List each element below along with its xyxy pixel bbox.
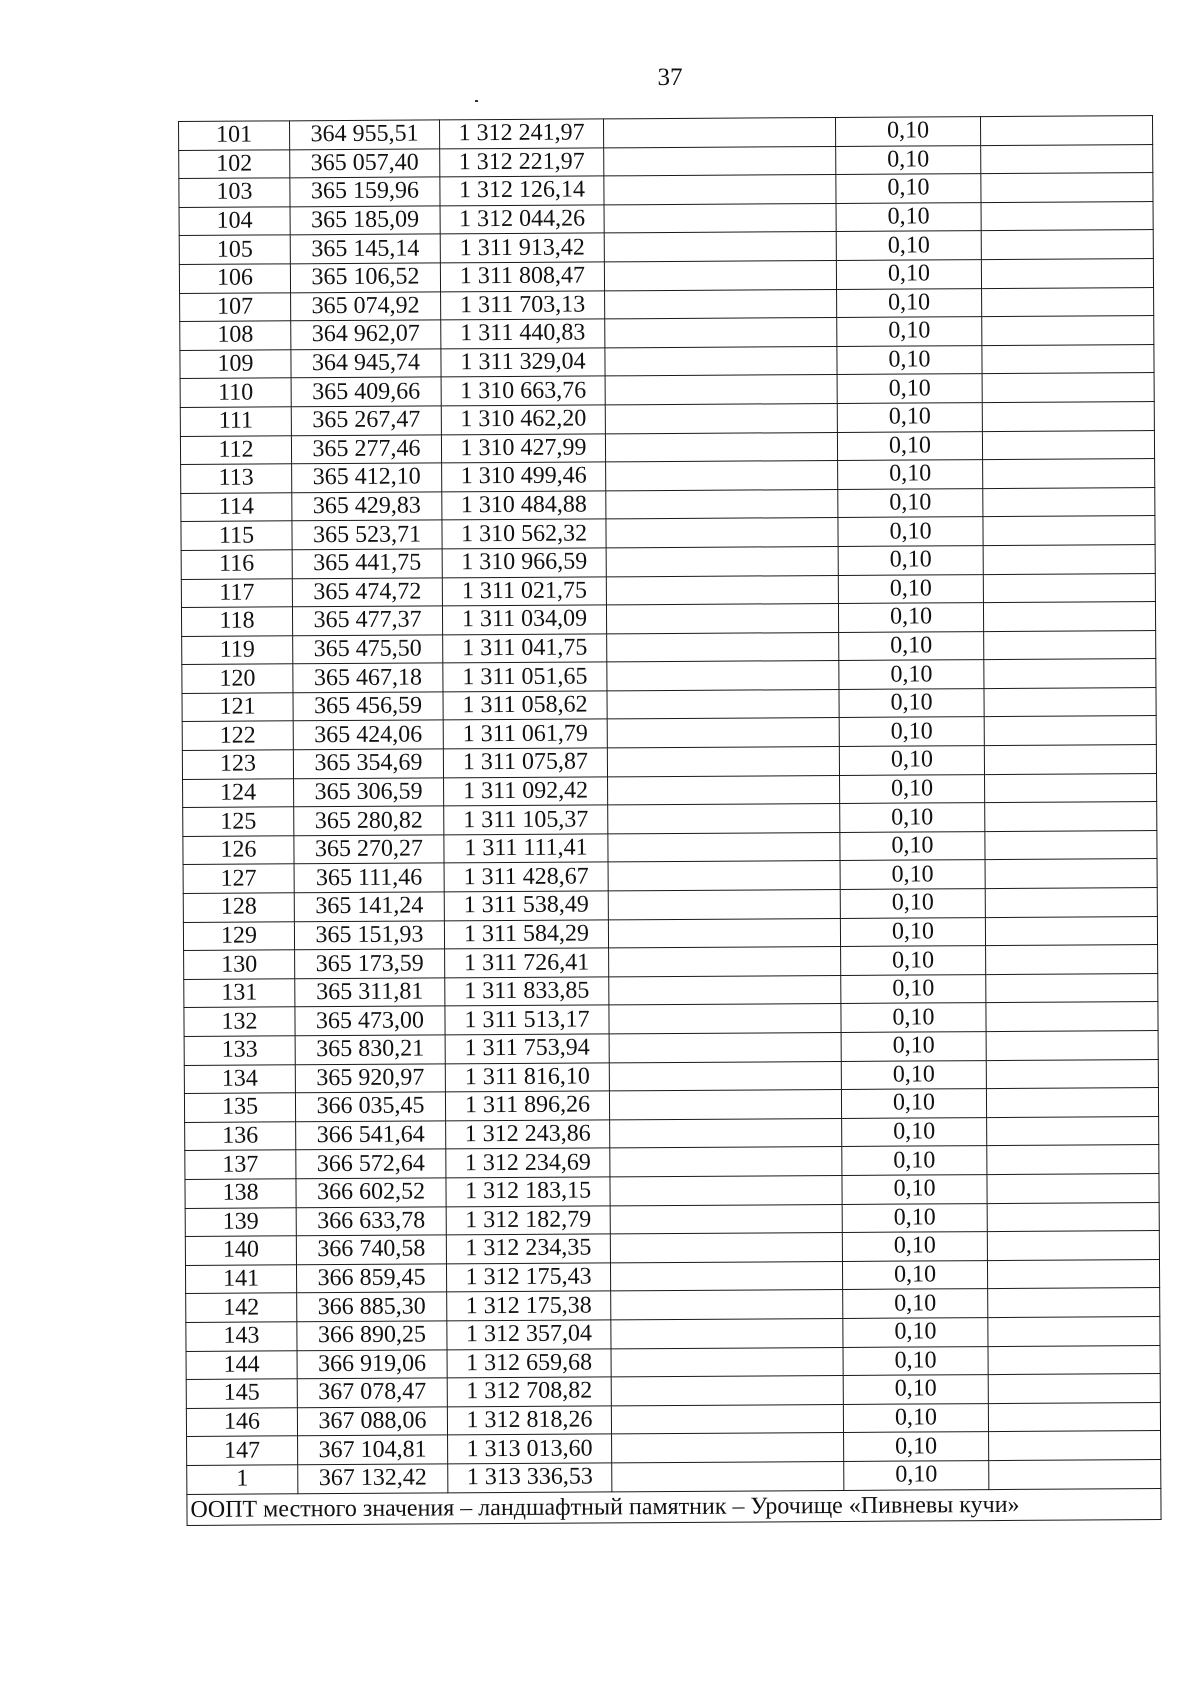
point-number-cell: 118 [181,607,292,636]
y-coordinate-cell: 1 311 428,67 [444,862,608,892]
point-number-cell: 120 [182,664,293,693]
empty-cell [609,1061,841,1091]
point-number-cell: 116 [181,550,292,579]
y-coordinate-cell: 1 312 044,26 [440,205,604,235]
y-coordinate-cell: 1 311 058,62 [443,691,607,721]
point-number-cell: 127 [183,864,294,893]
accuracy-cell: 0,10 [842,1117,987,1146]
empty-cell [605,346,837,376]
point-number-cell: 136 [185,1122,296,1151]
y-coordinate-cell: 1 311 833,85 [445,977,609,1007]
empty-cell [984,687,1156,717]
point-number-cell: 109 [180,350,291,379]
empty-cell [986,1002,1158,1032]
point-number-cell: 122 [182,721,293,750]
y-coordinate-cell: 1 311 538,49 [444,891,608,921]
empty-cell [608,804,840,834]
x-coordinate-cell: 365 185,09 [290,206,440,236]
point-number-cell: 142 [186,1293,297,1322]
empty-cell [604,260,836,290]
empty-cell [605,289,837,319]
accuracy-cell: 0,10 [838,460,983,489]
empty-cell [982,430,1154,460]
accuracy-cell: 0,10 [835,117,980,146]
point-number-cell: 108 [180,321,291,350]
point-number-cell: 129 [183,921,294,950]
accuracy-cell: 0,10 [838,603,983,632]
accuracy-cell: 0,10 [842,1203,987,1232]
y-coordinate-cell: 1 312 241,97 [439,119,603,149]
accuracy-cell: 0,10 [842,1175,987,1204]
empty-cell [981,259,1153,289]
point-number-cell: 128 [183,893,294,922]
x-coordinate-cell: 367 104,81 [298,1435,448,1465]
empty-cell [609,975,841,1005]
point-number-cell: 117 [181,578,292,607]
empty-cell [605,375,837,405]
point-number-cell: 143 [186,1322,297,1351]
y-coordinate-cell: 1 310 484,88 [442,491,606,521]
accuracy-cell: 0,10 [836,231,981,260]
x-coordinate-cell: 365 467,18 [293,663,443,693]
x-coordinate-cell: 365 173,59 [295,949,445,979]
empty-cell [984,659,1156,689]
x-coordinate-cell: 365 151,93 [294,921,444,951]
empty-cell [609,947,841,977]
empty-cell [986,973,1158,1003]
x-coordinate-cell: 366 890,25 [297,1321,447,1351]
empty-cell [610,1147,842,1177]
empty-cell [981,230,1153,260]
point-number-cell: 119 [182,635,293,664]
y-coordinate-cell: 1 311 041,75 [443,634,607,664]
point-number-cell: 103 [179,178,290,207]
y-coordinate-cell: 1 311 726,41 [445,948,609,978]
accuracy-cell: 0,10 [844,1460,989,1489]
empty-cell [611,1318,843,1348]
x-coordinate-cell: 366 633,78 [296,1206,446,1236]
empty-cell [610,1118,842,1148]
y-coordinate-cell: 1 312 659,68 [447,1348,611,1378]
empty-cell [985,916,1157,946]
point-number-cell: 137 [185,1150,296,1179]
accuracy-cell: 0,10 [836,174,981,203]
y-coordinate-cell: 1 311 021,75 [442,576,606,606]
y-coordinate-cell: 1 311 051,65 [443,662,607,692]
x-coordinate-cell: 365 074,92 [291,291,441,321]
y-coordinate-cell: 1 310 427,99 [441,433,605,463]
point-number-cell: 145 [186,1379,297,1408]
y-coordinate-cell: 1 311 584,29 [444,920,608,950]
accuracy-cell: 0,10 [837,403,982,432]
point-number-cell: 115 [181,521,292,550]
accuracy-cell: 0,10 [841,974,986,1003]
x-coordinate-cell: 365 412,10 [292,463,442,493]
empty-cell [604,175,836,205]
x-coordinate-cell: 365 159,96 [290,177,440,207]
empty-cell [610,1204,842,1234]
accuracy-cell: 0,10 [843,1346,988,1375]
point-number-cell: 138 [185,1179,296,1208]
x-coordinate-cell: 365 920,97 [295,1063,445,1093]
y-coordinate-cell: 1 311 753,94 [445,1034,609,1064]
point-number-cell: 134 [184,1064,295,1093]
x-coordinate-cell: 367 078,47 [297,1378,447,1408]
empty-cell [608,890,840,920]
point-number-cell: 135 [184,1093,295,1122]
y-coordinate-cell: 1 312 234,35 [446,1234,610,1264]
accuracy-cell: 0,10 [838,488,983,517]
accuracy-cell: 0,10 [840,803,985,832]
accuracy-cell: 0,10 [842,1260,987,1289]
point-number-cell: 1 [187,1465,298,1494]
empty-cell [606,575,838,605]
accuracy-cell: 0,10 [838,517,983,546]
empty-cell [988,1345,1160,1375]
empty-cell [608,861,840,891]
empty-cell [608,775,840,805]
empty-cell [981,144,1153,174]
x-coordinate-cell: 365 306,59 [294,778,444,808]
x-coordinate-cell: 367 132,42 [298,1464,448,1494]
point-number-cell: 113 [181,464,292,493]
x-coordinate-cell: 366 541,64 [296,1121,446,1151]
empty-cell [604,203,836,233]
empty-cell [982,373,1154,403]
x-coordinate-cell: 365 311,81 [295,978,445,1008]
empty-cell [612,1433,844,1463]
y-coordinate-cell: 1 311 816,10 [445,1062,609,1092]
empty-cell [986,1031,1158,1061]
y-coordinate-cell: 1 312 357,04 [447,1320,611,1350]
empty-cell [984,745,1156,775]
y-coordinate-cell: 1 312 221,97 [440,147,604,177]
point-number-cell: 126 [183,836,294,865]
y-coordinate-cell: 1 312 818,26 [447,1406,611,1436]
point-number-cell: 144 [186,1350,297,1379]
x-coordinate-cell: 365 267,47 [291,406,441,436]
empty-cell [611,1290,843,1320]
point-number-cell: 147 [187,1436,298,1465]
accuracy-cell: 0,10 [839,688,984,717]
empty-cell [611,1347,843,1377]
point-number-cell: 101 [179,121,290,150]
empty-cell [606,489,838,519]
y-coordinate-cell: 1 311 111,41 [444,834,608,864]
point-number-cell: 102 [179,149,290,178]
accuracy-cell: 0,10 [839,746,984,775]
point-number-cell: 121 [182,693,293,722]
empty-cell [987,1116,1159,1146]
y-coordinate-cell: 1 312 126,14 [440,176,604,206]
empty-cell [985,830,1157,860]
accuracy-cell: 0,10 [841,1089,986,1118]
x-coordinate-cell: 365 354,69 [293,749,443,779]
empty-cell [607,718,839,748]
x-coordinate-cell: 365 456,59 [293,692,443,722]
coordinates-table-body [179,116,1162,1525]
accuracy-cell: 0,10 [843,1403,988,1432]
y-coordinate-cell: 1 310 499,46 [442,462,606,492]
empty-cell [605,318,837,348]
accuracy-cell: 0,10 [837,431,982,460]
empty-cell [985,859,1157,889]
empty-cell [986,1059,1158,1089]
empty-cell [606,518,838,548]
empty-cell [984,630,1156,660]
empty-cell [983,544,1155,574]
empty-cell [986,1088,1158,1118]
empty-cell [987,1173,1159,1203]
x-coordinate-cell: 365 441,75 [292,549,442,579]
empty-cell [982,344,1154,374]
point-number-cell: 111 [180,407,291,436]
x-coordinate-cell: 365 277,46 [291,434,441,464]
empty-cell [603,117,835,147]
empty-cell [983,602,1155,632]
accuracy-cell: 0,10 [841,1060,986,1089]
x-coordinate-cell: 365 270,27 [294,835,444,865]
x-coordinate-cell: 365 475,50 [293,635,443,665]
empty-cell [609,1004,841,1034]
empty-cell [986,945,1158,975]
accuracy-cell: 0,10 [841,946,986,975]
x-coordinate-cell: 365 106,52 [290,263,440,293]
coordinates-table [178,115,1162,1525]
point-number-cell: 123 [182,750,293,779]
accuracy-cell: 0,10 [842,1232,987,1261]
x-coordinate-cell: 364 945,74 [291,349,441,379]
point-number-cell: 130 [184,950,295,979]
point-number-cell: 146 [186,1408,297,1437]
point-number-cell: 133 [184,1036,295,1065]
x-coordinate-cell: 365 830,21 [295,1035,445,1065]
x-coordinate-cell: 365 474,72 [292,577,442,607]
x-coordinate-cell: 364 955,51 [290,120,440,150]
accuracy-cell: 0,10 [836,145,981,174]
empty-cell [607,632,839,662]
y-coordinate-cell: 1 310 966,59 [442,548,606,578]
y-coordinate-cell: 1 311 808,47 [440,262,604,292]
empty-cell [989,1459,1161,1489]
empty-cell [609,1032,841,1062]
x-coordinate-cell: 366 602,52 [296,1178,446,1208]
empty-cell [987,1202,1159,1232]
empty-cell [987,1231,1159,1261]
point-number-cell: 140 [185,1236,296,1265]
point-number-cell: 125 [183,807,294,836]
accuracy-cell: 0,10 [843,1318,988,1347]
x-coordinate-cell: 365 280,82 [294,806,444,836]
y-coordinate-cell: 1 311 896,26 [445,1091,609,1121]
empty-cell [611,1404,843,1434]
empty-cell [605,403,837,433]
empty-cell [988,1316,1160,1346]
empty-cell [607,661,839,691]
accuracy-cell: 0,10 [844,1432,989,1461]
empty-cell [981,173,1153,203]
x-coordinate-cell: 365 057,40 [290,148,440,178]
accuracy-cell: 0,10 [841,1003,986,1032]
accuracy-cell: 0,10 [840,774,985,803]
x-coordinate-cell: 365 409,66 [291,377,441,407]
accuracy-cell: 0,10 [842,1146,987,1175]
x-coordinate-cell: 365 429,83 [292,492,442,522]
y-coordinate-cell: 1 311 703,13 [441,290,605,320]
point-number-cell: 132 [184,1007,295,1036]
empty-cell [983,516,1155,546]
y-coordinate-cell: 1 312 183,15 [446,1177,610,1207]
accuracy-cell: 0,10 [843,1289,988,1318]
accuracy-cell: 0,10 [843,1375,988,1404]
accuracy-cell: 0,10 [837,317,982,346]
point-number-cell: 110 [180,378,291,407]
empty-cell [608,832,840,862]
point-number-cell: 105 [179,235,290,264]
empty-cell [610,1261,842,1291]
y-coordinate-cell: 1 312 182,79 [446,1205,610,1235]
empty-cell [988,1402,1160,1432]
accuracy-cell: 0,10 [838,574,983,603]
accuracy-cell: 0,10 [840,917,985,946]
x-coordinate-cell: 365 473,00 [295,1006,445,1036]
empty-cell [988,1374,1160,1404]
point-number-cell: 141 [185,1265,296,1294]
empty-cell [982,401,1154,431]
point-number-cell: 106 [179,264,290,293]
accuracy-cell: 0,10 [840,860,985,889]
empty-cell [607,747,839,777]
x-coordinate-cell: 364 962,07 [291,320,441,350]
y-coordinate-cell: 1 310 462,20 [441,405,605,435]
accuracy-cell: 0,10 [839,660,984,689]
empty-cell [987,1145,1159,1175]
accuracy-cell: 0,10 [837,374,982,403]
table-footer-row [187,1488,1161,1525]
empty-cell [611,1376,843,1406]
accuracy-cell: 0,10 [840,831,985,860]
accuracy-cell: 0,10 [837,345,982,374]
accuracy-cell: 0,10 [840,889,985,918]
y-coordinate-cell: 1 310 663,76 [441,376,605,406]
empty-cell [989,1431,1161,1461]
accuracy-cell: 0,10 [838,545,983,574]
y-coordinate-cell: 1 311 440,83 [441,319,605,349]
point-number-cell: 104 [179,207,290,236]
y-coordinate-cell: 1 312 234,69 [446,1148,610,1178]
empty-cell [985,802,1157,832]
point-number-cell: 107 [180,292,291,321]
empty-cell [610,1233,842,1263]
empty-cell [981,201,1153,231]
accuracy-cell: 0,10 [841,1032,986,1061]
empty-cell [606,546,838,576]
x-coordinate-cell: 366 885,30 [297,1292,447,1322]
y-coordinate-cell: 1 311 329,04 [441,348,605,378]
accuracy-cell: 0,10 [839,717,984,746]
y-coordinate-cell: 1 311 061,79 [443,719,607,749]
empty-cell [606,604,838,634]
y-coordinate-cell: 1 311 075,87 [443,748,607,778]
empty-cell [985,888,1157,918]
y-coordinate-cell: 1 313 013,60 [448,1434,612,1464]
empty-cell [984,716,1156,746]
empty-cell [983,459,1155,489]
empty-cell [609,1090,841,1120]
empty-cell [608,918,840,948]
empty-cell [985,773,1157,803]
y-coordinate-cell: 1 311 092,42 [444,777,608,807]
x-coordinate-cell: 366 572,64 [296,1149,446,1179]
point-number-cell: 114 [181,493,292,522]
x-coordinate-cell: 365 141,24 [294,892,444,922]
y-coordinate-cell: 1 312 708,82 [447,1377,611,1407]
x-coordinate-cell: 365 523,71 [292,520,442,550]
accuracy-cell: 0,10 [836,202,981,231]
empty-cell [980,116,1152,146]
y-coordinate-cell: 1 312 243,86 [446,1120,610,1150]
point-number-cell: 112 [180,435,291,464]
x-coordinate-cell: 366 740,58 [296,1235,446,1265]
y-coordinate-cell: 1 312 175,43 [446,1263,610,1293]
point-number-cell: 131 [184,979,295,1008]
protected-area-caption: ООПТ местного значения – ландшафтный памятник – Урочище «Пивневы кучи» [187,1488,1161,1525]
empty-cell [605,432,837,462]
empty-cell [610,1175,842,1205]
scan-artifact-dot [475,100,478,102]
y-coordinate-cell: 1 311 913,42 [440,233,604,263]
x-coordinate-cell: 365 111,46 [294,863,444,893]
accuracy-cell: 0,10 [839,631,984,660]
accuracy-cell: 0,10 [837,288,982,317]
empty-cell [606,461,838,491]
empty-cell [612,1461,844,1491]
x-coordinate-cell: 366 859,45 [296,1264,446,1294]
x-coordinate-cell: 366 919,06 [297,1349,447,1379]
x-coordinate-cell: 365 477,37 [292,606,442,636]
page-number: 37 [657,64,683,91]
y-coordinate-cell: 1 313 336,53 [448,1463,612,1493]
y-coordinate-cell: 1 311 105,37 [444,805,608,835]
empty-cell [983,573,1155,603]
empty-cell [983,487,1155,517]
point-number-cell: 124 [183,778,294,807]
empty-cell [607,689,839,719]
accuracy-cell: 0,10 [836,260,981,289]
point-number-cell: 139 [185,1207,296,1236]
x-coordinate-cell: 367 088,06 [297,1407,447,1437]
y-coordinate-cell: 1 312 175,38 [447,1291,611,1321]
empty-cell [604,232,836,262]
empty-cell [987,1259,1159,1289]
empty-cell [982,316,1154,346]
empty-cell [604,146,836,176]
y-coordinate-cell: 1 310 562,32 [442,519,606,549]
x-coordinate-cell: 365 145,14 [290,234,440,264]
empty-cell [988,1288,1160,1318]
empty-cell [982,287,1154,317]
x-coordinate-cell: 365 424,06 [293,720,443,750]
y-coordinate-cell: 1 311 513,17 [445,1005,609,1035]
y-coordinate-cell: 1 311 034,09 [442,605,606,635]
x-coordinate-cell: 366 035,45 [295,1092,445,1122]
